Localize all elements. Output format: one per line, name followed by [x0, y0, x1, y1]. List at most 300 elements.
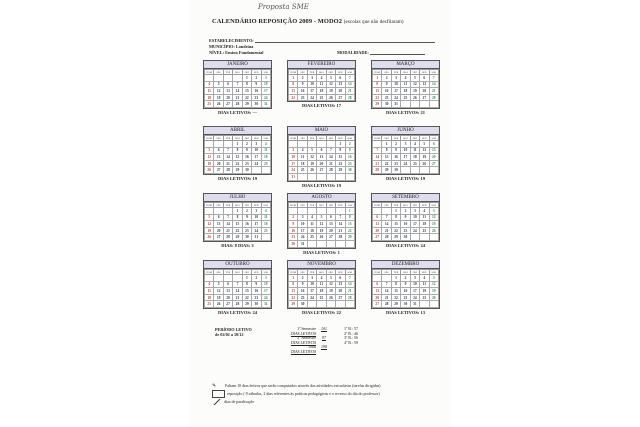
day-cell: 24 [252, 160, 261, 167]
day-cell [336, 240, 345, 247]
day-cell: 18 [205, 294, 214, 301]
day-cell: 12 [307, 154, 316, 161]
day-cell: 16 [242, 154, 251, 161]
day-cell [317, 301, 326, 308]
day-cell: 3 [410, 275, 419, 282]
day-cell: 2 [401, 208, 410, 215]
month-frame [287, 260, 356, 309]
day-cell: 7 [336, 214, 345, 221]
month-calendar [371, 60, 440, 115]
day-cell: 3 [307, 75, 316, 82]
day-cell: 28 [233, 301, 242, 308]
day-cell: 9 [401, 214, 410, 221]
day-cell: 26 [429, 294, 438, 301]
day-cell: 17 [401, 154, 410, 161]
day-cell: 9 [382, 81, 391, 88]
day-cell: 29 [391, 301, 400, 308]
day-cell: 15 [289, 288, 298, 295]
weekday-header: QUI [326, 203, 335, 208]
day-cell: 22 [289, 294, 298, 301]
day-cell: 23 [298, 294, 307, 301]
day-cell: 6 [420, 75, 429, 82]
weekday-header: DOM [374, 136, 380, 140]
bimester-value: 1º B.: 57 [344, 326, 359, 331]
day-cell: 24 [307, 94, 316, 101]
weekday-header: SEX [420, 70, 429, 75]
day-cell: 27 [223, 101, 232, 108]
semester-label: DIAS LETIVOS [290, 348, 316, 354]
day-cell [345, 240, 354, 247]
day-cell: 14 [345, 281, 354, 288]
day-cell: 18 [205, 94, 214, 101]
semester-label: DIAS LETIVOS [290, 330, 316, 336]
day-cell: 13 [420, 81, 429, 88]
day-cell [214, 275, 223, 282]
day-cell: 1 [289, 75, 298, 82]
month-frame [287, 193, 356, 249]
day-cell: 17 [307, 88, 316, 95]
day-cell: 17 [307, 288, 316, 295]
day-cell: 1 [233, 141, 242, 148]
month-frame [203, 126, 272, 175]
day-cell: 21 [345, 288, 354, 295]
day-cell [223, 141, 232, 148]
day-cell: 24 [391, 94, 400, 101]
day-cell: 7 [373, 147, 382, 154]
weekday-header: DOM [206, 136, 212, 140]
day-cell: 13 [336, 281, 345, 288]
day-cell: 14 [233, 288, 242, 295]
day-cell: 25 [261, 160, 270, 167]
day-cell: 6 [214, 214, 223, 221]
day-cell: 21 [336, 227, 345, 234]
day-cell: 9 [242, 214, 251, 221]
day-cell: 22 [289, 94, 298, 101]
weekday-header: TER [391, 203, 400, 208]
slash-mark-icon [212, 399, 222, 405]
day-cell: 12 [326, 81, 335, 88]
day-cell: 10 [391, 81, 400, 88]
legend-notes [212, 382, 381, 405]
day-cell: 25 [205, 101, 214, 108]
day-cell: 17 [252, 154, 261, 161]
day-cell: 4 [420, 275, 429, 282]
weekday-header: SEG [382, 203, 391, 208]
day-cell [420, 234, 429, 241]
day-cell: 26 [420, 160, 429, 167]
day-cell: 12 [429, 281, 438, 288]
bimester-value: 3º B.: 56 [344, 335, 359, 341]
day-cell [382, 275, 391, 282]
day-cell [205, 75, 214, 82]
day-cell: 17 [261, 288, 270, 295]
day-cell: 2 [252, 75, 261, 82]
weekday-header: TER [391, 70, 400, 75]
month-calendar [203, 260, 272, 315]
asterisk-icon: ✎ [212, 384, 217, 389]
day-cell: 7 [345, 275, 354, 282]
day-cell: 8 [233, 147, 242, 154]
day-cell: 6 [373, 214, 382, 221]
day-cell [429, 167, 438, 174]
day-cell: 7 [345, 75, 354, 82]
day-cell: 26 [214, 301, 223, 308]
day-cell: 18 [261, 221, 270, 228]
day-cell: 18 [317, 288, 326, 295]
day-cell: 20 [336, 288, 345, 295]
day-cell: 18 [298, 160, 307, 167]
day-cell: 6 [336, 75, 345, 82]
day-cell: 31 [289, 173, 298, 180]
weekday-header: SEX [252, 270, 261, 275]
day-cell: 1 [373, 75, 382, 82]
day-cell: 28 [345, 294, 354, 301]
weekday-header: SEX [336, 270, 345, 275]
day-cell: 11 [317, 281, 326, 288]
day-cell: 16 [401, 221, 410, 228]
day-cell: 19 [326, 288, 335, 295]
day-cell: 8 [382, 147, 391, 154]
month-table [288, 69, 355, 101]
weekday-header: QUI [410, 70, 419, 75]
day-cell: 30 [242, 234, 251, 241]
day-cell: 24 [307, 294, 316, 301]
semester-label: DIAS LETIVOS [290, 339, 316, 345]
day-cell: 17 [410, 221, 419, 228]
day-cell: 15 [233, 154, 242, 161]
day-cell: 14 [345, 81, 354, 88]
day-cell: 24 [401, 160, 410, 167]
day-cell [382, 208, 391, 215]
dias-letivos-label: DIAS LETIVOS: 19 [302, 182, 341, 188]
day-cell: 19 [429, 288, 438, 295]
day-cell: 8 [242, 81, 251, 88]
day-cell: 1 [242, 275, 251, 282]
day-cell: 17 [289, 160, 298, 167]
month-frame [203, 60, 272, 109]
day-cell: 11 [205, 288, 214, 295]
day-cell: 28 [326, 167, 335, 174]
month-table [204, 135, 271, 174]
day-cell: 6 [223, 281, 232, 288]
day-cell: 15 [242, 88, 251, 95]
weekday-header: DOM [374, 70, 380, 74]
day-cell: 19 [214, 94, 223, 101]
day-cell: 31 [261, 101, 270, 108]
periodo-range: de 02/02 a 18/12 [215, 332, 244, 337]
day-cell: 22 [345, 227, 354, 234]
weekday-header: DOM [206, 70, 212, 74]
day-cell: 23 [252, 94, 261, 101]
day-cell: 3 [252, 141, 261, 148]
day-cell: 9 [298, 81, 307, 88]
weekday-header: SEX [336, 70, 345, 75]
day-cell: 1 [233, 208, 242, 215]
day-cell: 4 [261, 141, 270, 148]
day-cell: 21 [382, 227, 391, 234]
day-cell [307, 240, 316, 247]
weekday-header: QUA [233, 136, 242, 141]
day-cell: 14 [233, 88, 242, 95]
weekday-header: SEG [298, 70, 307, 75]
day-cell: 20 [420, 88, 429, 95]
day-cell: 16 [242, 221, 251, 228]
day-cell: 3 [391, 75, 400, 82]
day-cell: 24 [289, 167, 298, 174]
weekday-header: SAB [345, 70, 354, 75]
weekday-header: SAB [261, 136, 270, 141]
bimester-value: 4º B.: 59 [344, 339, 359, 345]
day-cell: 2 [401, 275, 410, 282]
day-cell: 9 [391, 147, 400, 154]
day-cell: 30 [242, 167, 251, 174]
day-cell: 27 [336, 294, 345, 301]
weekday-header: DOM [374, 203, 380, 207]
day-cell: 30 [298, 301, 307, 308]
day-cell: 29 [242, 101, 251, 108]
month-calendar [203, 193, 272, 248]
month-table [372, 269, 439, 308]
day-cell: 26 [410, 94, 419, 101]
periodo-letivo [215, 327, 252, 337]
day-cell: 4 [205, 81, 214, 88]
day-cell: 11 [420, 214, 429, 221]
day-cell: 3 [261, 275, 270, 282]
day-cell: 28 [223, 234, 232, 241]
day-cell: 11 [410, 147, 419, 154]
weekday-header: QUA [317, 70, 326, 75]
day-cell: 25 [205, 301, 214, 308]
day-cell: 4 [298, 147, 307, 154]
weekday-header: QUI [326, 70, 335, 75]
day-cell [420, 301, 429, 308]
day-cell: 10 [252, 147, 261, 154]
day-cell: 1 [289, 275, 298, 282]
day-cell: 18 [261, 154, 270, 161]
day-cell: 24 [410, 294, 419, 301]
day-cell: 5 [410, 75, 419, 82]
day-cell: 6 [373, 281, 382, 288]
day-cell: 26 [429, 227, 438, 234]
day-cell: 5 [317, 214, 326, 221]
field-municipio: MUNICÍPIO: Londrina [209, 44, 254, 49]
periodo-label: PERÍODO LETIVO [215, 327, 252, 332]
day-cell [223, 208, 232, 215]
day-cell: 27 [420, 94, 429, 101]
month-name: AGOSTO [288, 194, 355, 202]
day-cell: 25 [317, 294, 326, 301]
day-cell: 22 [382, 160, 391, 167]
weekday-header: DOM [290, 270, 296, 274]
day-cell: 19 [420, 154, 429, 161]
dias-letivos-label: DIAS LETIVOS: 17 [302, 103, 341, 109]
day-cell: 17 [252, 221, 261, 228]
day-cell: 18 [410, 154, 419, 161]
day-cell: 7 [429, 75, 438, 82]
day-cell: 1 [382, 141, 391, 148]
day-cell: 23 [289, 234, 298, 241]
weekday-header: SAB [429, 136, 438, 141]
day-cell: 1 [391, 275, 400, 282]
day-cell: 25 [298, 167, 307, 174]
day-cell [336, 208, 345, 215]
month-calendar [287, 260, 356, 315]
day-cell: 18 [420, 221, 429, 228]
month-table [204, 202, 271, 241]
weekday-header: QUA [401, 136, 410, 141]
day-cell: 18 [401, 88, 410, 95]
day-cell: 28 [382, 301, 391, 308]
field-modalidade-label: MODALIDADE: [337, 50, 369, 55]
day-cell: 31 [261, 301, 270, 308]
day-cell: 13 [336, 81, 345, 88]
month-name: DEZEMBRO [372, 261, 439, 269]
semester-value: 198 [321, 344, 327, 350]
day-cell: 31 [298, 240, 307, 247]
day-cell: 26 [205, 167, 214, 174]
day-cell: 8 [242, 281, 251, 288]
day-cell: 23 [401, 294, 410, 301]
month-calendar [371, 260, 440, 315]
month-table [288, 269, 355, 308]
day-cell: 4 [401, 75, 410, 82]
day-cell: 22 [336, 160, 345, 167]
day-cell: 24 [252, 227, 261, 234]
day-cell: 7 [223, 147, 232, 154]
day-cell [429, 301, 438, 308]
day-cell: 2 [242, 141, 251, 148]
day-cell: 2 [298, 275, 307, 282]
day-cell: 9 [298, 281, 307, 288]
day-cell: 20 [336, 88, 345, 95]
day-cell: 23 [242, 227, 251, 234]
month-calendar [287, 60, 356, 108]
weekday-header: SEG [298, 270, 307, 275]
day-cell: 17 [261, 88, 270, 95]
day-cell [410, 101, 419, 108]
weekday-header: QUI [242, 270, 251, 275]
day-cell: 10 [307, 281, 316, 288]
field-estabelecimento-line [255, 42, 435, 43]
day-cell: 26 [317, 234, 326, 241]
month-table [372, 135, 439, 174]
day-cell: 21 [345, 88, 354, 95]
weekday-header: QUA [317, 136, 326, 141]
day-cell: 22 [233, 160, 242, 167]
day-cell: 10 [410, 281, 419, 288]
day-cell [233, 275, 242, 282]
weekday-header: SEG [214, 203, 223, 208]
weekday-header: QUA [401, 203, 410, 208]
weekday-header: DOM [290, 203, 296, 207]
day-cell: 30 [391, 167, 400, 174]
day-cell: 4 [317, 75, 326, 82]
box-mark-icon [212, 390, 225, 398]
day-cell: 27 [223, 301, 232, 308]
day-cell: 21 [223, 227, 232, 234]
day-cell: 4 [410, 141, 419, 148]
title-number: 2 [338, 18, 343, 25]
weekday-header: SEX [252, 70, 261, 75]
day-cell: 3 [410, 208, 419, 215]
day-cell: 30 [252, 101, 261, 108]
day-cell: 21 [429, 88, 438, 95]
day-cell: 20 [317, 160, 326, 167]
dias-letivos-label: DIAS LETIVOS: 22 [302, 309, 341, 315]
month-table [372, 69, 439, 108]
day-cell [410, 234, 419, 241]
month-frame [287, 126, 356, 182]
weekday-header: QUA [233, 70, 242, 75]
month-calendar [287, 193, 356, 255]
day-cell: 16 [382, 88, 391, 95]
day-cell: 9 [345, 147, 354, 154]
day-cell: 2 [252, 275, 261, 282]
day-cell: 28 [345, 94, 354, 101]
month-name: MAIO [288, 127, 355, 135]
day-cell: 24 [261, 294, 270, 301]
day-cell: 11 [261, 214, 270, 221]
day-cell [307, 173, 316, 180]
day-cell [214, 75, 223, 82]
day-cell: 16 [298, 88, 307, 95]
weekday-header: QUI [242, 203, 251, 208]
day-cell: 3 [252, 208, 261, 215]
day-cell: 5 [429, 208, 438, 215]
day-cell: 5 [307, 147, 316, 154]
dias-letivos-label: DIAS LETIVOS: 19 [386, 175, 425, 181]
day-cell: 11 [401, 81, 410, 88]
day-cell: 2 [382, 75, 391, 82]
day-cell: 13 [326, 221, 335, 228]
day-cell: 6 [336, 275, 345, 282]
day-cell [261, 234, 270, 241]
day-cell: 2 [298, 75, 307, 82]
day-cell: 27 [373, 234, 382, 241]
day-cell: 9 [289, 221, 298, 228]
weekday-header: SAB [429, 70, 438, 75]
day-cell: 3 [298, 214, 307, 221]
day-cell: 2 [391, 141, 400, 148]
day-cell: 26 [326, 294, 335, 301]
day-cell: 21 [382, 294, 391, 301]
month-name: NOVEMBRO [288, 261, 355, 269]
day-cell: 27 [429, 160, 438, 167]
month-calendar [287, 126, 356, 188]
day-cell: 25 [420, 227, 429, 234]
weekday-header: SAB [345, 270, 354, 275]
day-cell: 15 [289, 88, 298, 95]
document-title [212, 18, 404, 25]
day-cell: 11 [420, 281, 429, 288]
day-cell [307, 141, 316, 148]
dias-letivos-label: DIAS LETIVOS: 13 [386, 309, 425, 315]
day-cell: 23 [252, 294, 261, 301]
day-cell: 7 [223, 214, 232, 221]
day-cell: 7 [233, 281, 242, 288]
day-cell [401, 101, 410, 108]
day-cell: 22 [233, 227, 242, 234]
day-cell: 11 [298, 154, 307, 161]
day-cell [326, 141, 335, 148]
day-cell: 8 [289, 281, 298, 288]
day-cell: 1 [391, 208, 400, 215]
day-cell: 28 [382, 234, 391, 241]
day-cell: 6 [214, 147, 223, 154]
dias-letivos-label: DIAS LETIVOS: 21 [386, 109, 425, 115]
day-cell: 18 [317, 88, 326, 95]
month-frame [371, 193, 440, 242]
